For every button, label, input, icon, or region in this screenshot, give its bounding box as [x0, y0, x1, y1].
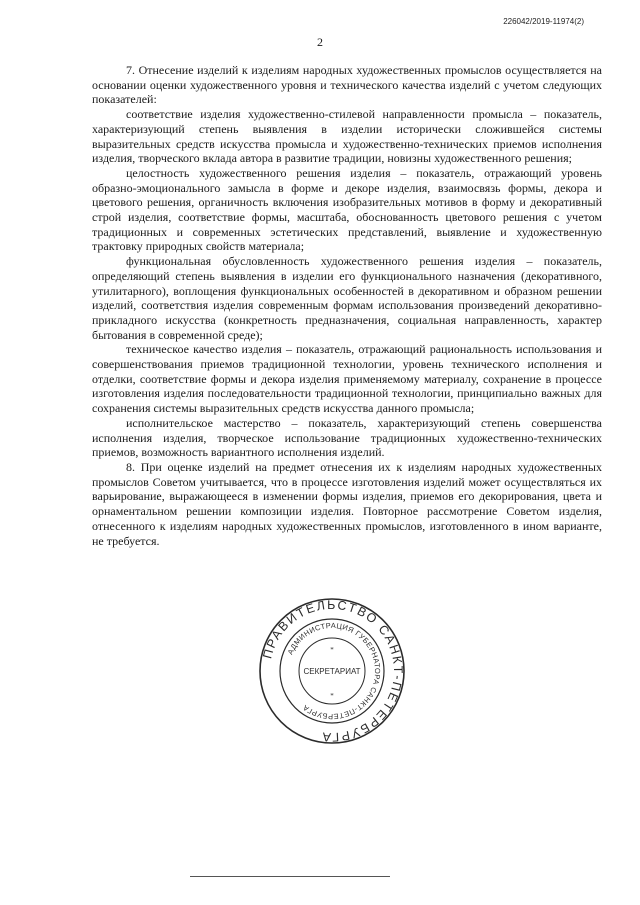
- paragraph-style-conformity: соответствие изделия художественно-стилевой направленности промысла – показатель, характеризующий степень выявления в изделии исторически сложившейся системы выразительных средств искусства промысла и художественно-технических приемов исполнения изделия, творческого вклада автора в развитие традиции, новизны художественного решения;: [92, 107, 602, 166]
- paragraph-functionality: функциональная обусловленность художественного решения изделия – показатель, определяющий степень выявления в изделии его функционального назначения (декоративного, утилитарного), воплощения функциональных особенностей в декоративном и образном решении изделий, соответствия изделия современным формам использования произведений декоративно-прикладного искусства (конкретность предназначения, социальная направленность, характер бытования в современной среде);: [92, 254, 602, 342]
- seal-outer-text: ПРАВИТЕЛЬСТВО САНКТ-ПЕТЕРБУРГА: [260, 597, 406, 745]
- paragraph-integrity: целостность художественного решения изделия – показатель, отражающий уровень образно-эмоционального замысла в форме и декоре изделия, взаимосвязь формы, декора и цветового решения, органичность включения изобразительных мотивов в форму и декоративный строй изделия, соответствие формы, масштаба, обоснованность цветового решения с учетом традиционных и современных эстетических представлений, выявление и художественную трактовку природных свойств материала;: [92, 165, 602, 254]
- seal-center-text: СЕКРЕТАРИАТ: [303, 667, 361, 676]
- paragraph-item-8: 8. При оценке изделий на предмет отнесения их к изделиям народных художественных промыслов Советом учитывается, что в процессе изготовления изделий может осуществляться их варьирование, выражающееся в изменении формы изделия, приемов его декорирования, цвета и орнаментальном решении композиции изделия. Повторное рассмотрение Советом изделия, отнесенного к изделиям народных художественных промыслов, изготовленного в ином варианте, не требуется.: [92, 459, 602, 548]
- svg-text:*: *: [330, 692, 334, 700]
- seal-inner-text: АДМИНИСТРАЦИЯ ГУБЕРНАТОРА САНКТ-ПЕТЕРБУРГА: [285, 620, 383, 722]
- svg-text:*: *: [330, 646, 334, 654]
- paragraph-craftsmanship: исполнительское мастерство – показатель, характеризующий степень совершенства исполнения изделия, творческое использование традиционных художественно-технических приемов, возможность вариантного исполнения изделий.: [92, 415, 602, 460]
- page-number: 2: [317, 35, 323, 49]
- paragraph-technical-quality: техническое качество изделия – показатель, отражающий рациональность использования и совершенствования приемов традиционной технологии, уровень технического исполнения и отделки, соответствие формы и декора изделия применяемому материалу, сохранение в процессе изготовления изделия последовательности традиционной технологии, принципиально важных для сохранения системы выразительных средств искусства данного промысла;: [92, 342, 602, 416]
- paragraph-item-7: 7. Отнесение изделий к изделиям народных художественных промыслов осуществляется на основании оценки художественного уровня и технического качества изделий с учетом следующих показателей:: [92, 63, 602, 107]
- document-number: 226042/2019-11974(2): [503, 17, 584, 26]
- footer-divider: [190, 876, 390, 877]
- official-seal: [258, 597, 406, 745]
- document-body: [92, 63, 602, 548]
